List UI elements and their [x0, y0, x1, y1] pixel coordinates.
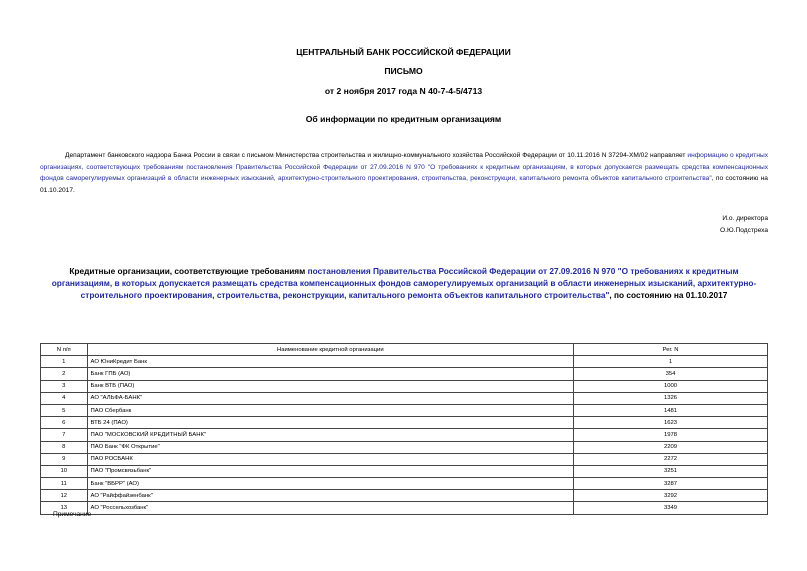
cell-org-name: Банк ГПБ (АО) [87, 368, 574, 380]
organization-title: ЦЕНТРАЛЬНЫЙ БАНК РОССИЙСКОЙ ФЕДЕРАЦИИ [296, 47, 511, 57]
cell-org-name: ПАО "Промсвязьбанк" [87, 465, 574, 477]
cell-reg-number: 1 [574, 356, 768, 368]
table-row [41, 441, 768, 453]
document-subject: Об информации по кредитным организациям [305, 114, 502, 124]
cell-org-name: АО "Россельхозбанк" [87, 502, 574, 514]
table-row [41, 380, 768, 392]
document-type: ПИСЬМО [384, 66, 423, 76]
cell-number: 13 [41, 502, 88, 514]
table-row [41, 368, 768, 380]
body-text-2: информацию о кредитных организациях, соответствующих требованиям [40, 152, 768, 171]
table-row [41, 465, 768, 477]
table-row [41, 417, 768, 429]
cell-number: 7 [41, 429, 88, 441]
cell-reg-number: 1326 [574, 392, 768, 404]
cell-org-name: ПАО "МОСКОВСКИЙ КРЕДИТНЫЙ БАНК" [87, 429, 574, 441]
cell-reg-number: 3349 [574, 502, 768, 514]
table-row [41, 429, 768, 441]
cell-reg-number: 3251 [574, 465, 768, 477]
body-text-1: Департамент банковского надзора Банка России в связи с письмом Министерства строительства и жилищно-коммунального хозяйства Российской Федерации от 10.11.2016 N 37294-ХМ/02 направляет [65, 152, 688, 159]
body-text-3: , по состоянию на 01.10.2017. [40, 175, 768, 194]
table-row [41, 356, 768, 368]
cell-number: 2 [41, 368, 88, 380]
caption-resolution-link[interactable]: постановления Правительства Российской Федерации от 27.09.2016 N 970 "О требованиях к кредитным организациям, в которых допускается размещать средства компенсационных фондов саморегулируемых организаций в области инженерных изысканий, архитектурно-строительного проектирования, строительства, реконструкции, капитального ремонта объектов капитального строительства" [51, 266, 757, 301]
table-row [41, 392, 768, 404]
cell-number: 6 [41, 417, 88, 429]
cell-org-name: АО ЮниКредит Банк [87, 356, 574, 368]
cell-number: 3 [41, 380, 88, 392]
cell-org-name: ВТБ 24 (ПАО) [87, 417, 574, 429]
cell-reg-number: 1623 [574, 417, 768, 429]
cell-number: 8 [41, 441, 88, 453]
cell-number: 4 [41, 392, 88, 404]
column-header-reg: Рег. N [574, 344, 768, 356]
cell-org-name: Банк ВТБ (ПАО) [87, 380, 574, 392]
letter-body [40, 150, 768, 196]
cell-number: 11 [41, 478, 88, 490]
signatory-name: О.Ю.Подстреха [720, 227, 768, 234]
cell-number: 1 [41, 356, 88, 368]
credit-organizations-table [40, 343, 768, 515]
table-header-row [41, 344, 768, 356]
document-date: от 2 ноября 2017 года N 40-7-4-5/4713 [324, 86, 483, 96]
cell-org-name: ПАО Сбербанк [87, 404, 574, 416]
cell-org-name: АО "АЛЬФА-БАНК" [87, 392, 574, 404]
cell-reg-number: 1978 [574, 429, 768, 441]
cell-reg-number: 3287 [574, 478, 768, 490]
cell-org-name: ПАО РОСБАНК [87, 453, 574, 465]
cell-reg-number: 354 [574, 368, 768, 380]
table-row [41, 453, 768, 465]
cell-number: 10 [41, 465, 88, 477]
cell-number: 12 [41, 490, 88, 502]
column-header-name: Наименование кредитной организации [87, 344, 574, 356]
table-row [41, 490, 768, 502]
cell-org-name: ПАО Банк "ФК Открытие" [87, 441, 574, 453]
table-row [41, 404, 768, 416]
table-row [41, 502, 768, 514]
table-caption [40, 265, 768, 302]
note-label: Примечание [53, 511, 92, 518]
cell-org-name: Банк "ВБРР" (АО) [87, 478, 574, 490]
cell-reg-number: 3292 [574, 490, 768, 502]
cell-number: 9 [41, 453, 88, 465]
cell-reg-number: 1000 [574, 380, 768, 392]
resolution-link[interactable]: постановления Правительства Российской Федерации от 27.09.2016 N 970 "О требованиях к кредитным организациям, в которых допускается размещать средства компенсационных фондов саморегулируемых организаций в области инженерных изысканий, архитектурно-строительного проектирования, строительства, реконструкции, капитального ремонта объектов капитального строительства" [40, 163, 768, 182]
signatory-title: И.о. директора [722, 215, 768, 222]
table-row [41, 478, 768, 490]
cell-reg-number: 2209 [574, 441, 768, 453]
column-header-number: N п/п [41, 344, 88, 356]
cell-reg-number: 1481 [574, 404, 768, 416]
caption-text-1: Кредитные организации, соответствующие требованиям [69, 266, 308, 276]
cell-reg-number: 2272 [574, 453, 768, 465]
cell-number: 5 [41, 404, 88, 416]
cell-org-name: АО "Райффайзенбанк" [87, 490, 574, 502]
caption-text-2: , по состоянию на 01.10.2017 [609, 290, 728, 301]
